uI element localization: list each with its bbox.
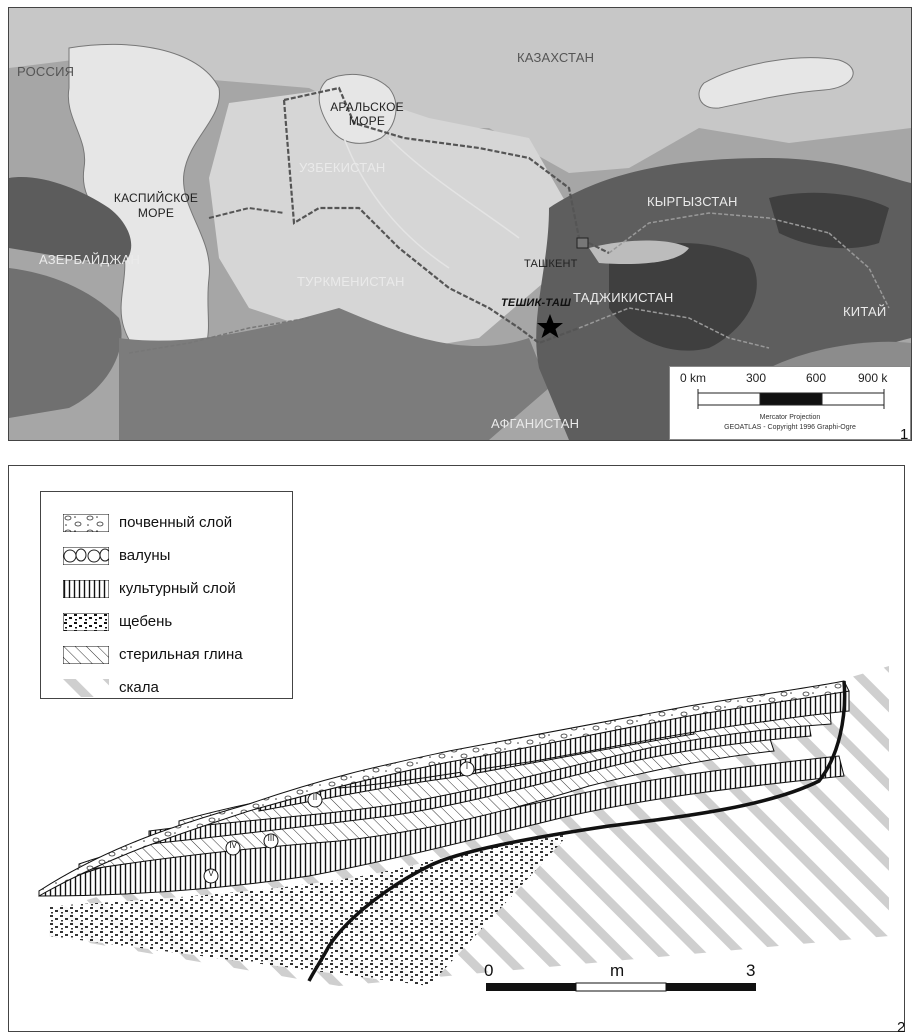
figure-number-1: 1 (900, 426, 909, 443)
label-tashkent: ТАШКЕНТ (524, 258, 578, 270)
section-scale-unit: m (610, 961, 625, 980)
label-turkmenistan: ТУРКМЕНИСТАН (297, 274, 405, 289)
layer-label-v: V (208, 869, 214, 878)
scale-tick-0: 0 km (680, 371, 707, 385)
tashkent-marker (577, 238, 588, 248)
label-aral-sea: АРАЛЬСКОЕ МОРЕ (330, 100, 404, 128)
clay-swatch-icon (63, 646, 109, 664)
label-uzbekistan: УЗБЕКИСТАН (299, 160, 386, 175)
map-scale-box (669, 366, 911, 440)
figure-number-2: 2 (897, 1019, 906, 1036)
section-scale-end: 3 (746, 961, 756, 980)
layer-label-ii: II (312, 793, 318, 802)
label-kyrgyzstan: КЫРГЫЗСТАН (647, 194, 738, 209)
legend-item-boulders (63, 545, 293, 567)
relief-map (8, 7, 912, 441)
layer-label-i: I (465, 762, 469, 771)
legend-label-soil: почвенный слой (119, 514, 233, 531)
label-tajikistan: ТАДЖИКИСТАН (573, 290, 674, 305)
label-russia: РОССИЯ (17, 64, 75, 79)
legend-item-soil (63, 512, 293, 534)
scale-tick-300: 300 (746, 371, 767, 385)
boulders-swatch-icon (63, 547, 109, 565)
soil-swatch-icon (63, 514, 109, 532)
section-scale-bar (484, 981, 764, 995)
legend-item-clay (63, 644, 293, 666)
legend-item-rock (63, 677, 293, 695)
legend-label-cultural: культурный слой (119, 580, 236, 597)
legend-label-rock: скала (119, 679, 159, 696)
legend-label-clay: стерильная глина (119, 646, 243, 663)
scale-tick-900: 900 k (858, 371, 888, 385)
legend-item-cultural (63, 578, 293, 600)
rock-swatch-icon (63, 679, 109, 697)
section-legend (40, 491, 293, 699)
legend-item-rubble (63, 611, 293, 633)
stratigraphic-section (8, 465, 905, 1032)
label-afghanistan: АФГАНИСТАН (491, 416, 580, 431)
map-scale-bar (670, 387, 910, 417)
label-kazakhstan: КАЗАХСТАН (517, 50, 595, 65)
section-scale-start: 0 (484, 961, 494, 980)
map-copyright: GEOATLAS - Copyright 1996 Graphi-Ogre (724, 424, 856, 431)
legend-label-rubble: щебень (119, 613, 173, 630)
label-teshik-tash: ТЕШИК-ТАШ (501, 297, 571, 309)
legend-label-boulders: валуны (119, 547, 171, 564)
scale-tick-600: 600 (806, 371, 827, 385)
layer-label-iii: III (267, 834, 275, 843)
rubble-swatch-icon (63, 613, 109, 631)
layer-label-iv: IV (229, 841, 237, 850)
label-caspian-sea: КАСПИЙСКОЕ МОРЕ (113, 191, 199, 220)
cultural-swatch-icon (63, 580, 109, 598)
label-azerbaijan: АЗЕРБАЙДЖАН (39, 252, 141, 267)
map-projection-note: Mercator Projection (759, 414, 821, 421)
label-china: КИТАЙ (843, 304, 887, 319)
